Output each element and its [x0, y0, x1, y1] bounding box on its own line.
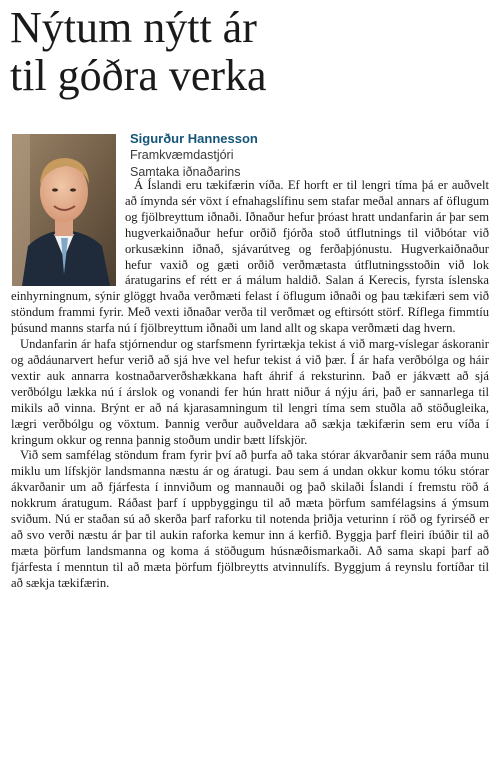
- author-byline: [130, 130, 330, 181]
- article-paragraph-1: Á Íslandi eru tækifærin víða. Ef horft er til lengri tíma þá er auðvelt að ímynda sér vöxt í efnahagslífinu sem stafar meðal annars af öflugum og fjölbreyttum iðnaði. Iðnaður hefur þróast hratt undanfarin ár þar sem hugverkaiðnaður hefur orðið fjórða stoð útflutnings til viðbótar við orkusækinn iðnað, sjávarútveg og ferðaþjónustu. Hugverkaiðnaður hefur vaxið og gæti orðið verðmætasta útflutningsstoðin við lok áratugarins ef rétt er á málum haldið. Salan á Kerecis, fyrsta íslenska einhyrningnum, sýnir glöggt hvaða verðmæti felast í öflugum iðnaði og þau tækifæri sem við stöndum frammi fyrir. Með vexti iðnaðar verða til verðmæt og eftirsótt störf. Ríflega fimmtíu þúsund manns starfa nú í fjölbreyttum iðnaði um land allt og skapa verðmæti dag hvern.: [11, 178, 489, 336]
- headline: [10, 4, 490, 100]
- author-title-line-1: Framkvæmdastjóri: [130, 148, 234, 162]
- portrait-spacer: [11, 178, 125, 278]
- headline-line-1: Nýtum nýtt ár: [10, 3, 257, 52]
- author-title-line-2: Samtaka iðnaðarins: [130, 165, 241, 179]
- headline-line-2: til góðra verka: [10, 51, 267, 100]
- article-paragraph-2: Undanfarin ár hafa stjórnendur og starfsmenn fyrirtækja tekist á við marg-víslegar áskoranir og aðdáunarvert hefur verið að sjá hve vel hefur tekist á við þær. Í ár hafa verðbólga og háir vextir auk annarra kostnaðarverðshækkana haft áhrif á reksturinn. Það er jákvætt að sjá verðbólgu lækka nú í árslok og vonandi fer hún hratt niður á nýju ári, það er sannarlega til mikils að vinna. Brýnt er að ná kjarasamningum til lengri tíma sem stuðla að stöðugleika, lægri verðbólgu og vöxtum. Þannig verður auðveldara að sækja tækifærin sem eru víða í kringum okkur og renna þannig stoðum undir bætt lífskjör.: [11, 337, 489, 447]
- article-paragraph-3: Við sem samfélag stöndum fram fyrir því að þurfa að taka stórar ákvarðanir sem ráða munu miklu um lífskjör landsmanna næstu ár og áratugi. Þau sem á undan okkur komu tóku stórar ákvarðanir um að fjárfesta í innviðum og mannauði og það skilaði Íslandi í fremstu röð á nokkrum áratugum. Ráðast þarf í uppbyggingu til að mæta þörfum samfélagsins á ýmsum sviðum. Nú er staðan sú að skerða þarf raforku til notenda þriðja veturinn í röð og fyrirséð er að svo verði næstu ár þar til aukin raforka kemur inn á kerfið. Byggja þarf fleiri íbúðir til að mæta þörfum landsmanna og koma á stöðugum húsnæðismarkaði. Að sama skapi þarf að fjárfesta í menntun til að mæta þörfum fjölbreytts atvinnulífs. Byggjum á reynslu fortíðar til að sækja tækifærin.: [11, 448, 489, 590]
- article-body: [11, 178, 489, 592]
- author-name: Sigurður Hannesson: [130, 131, 258, 146]
